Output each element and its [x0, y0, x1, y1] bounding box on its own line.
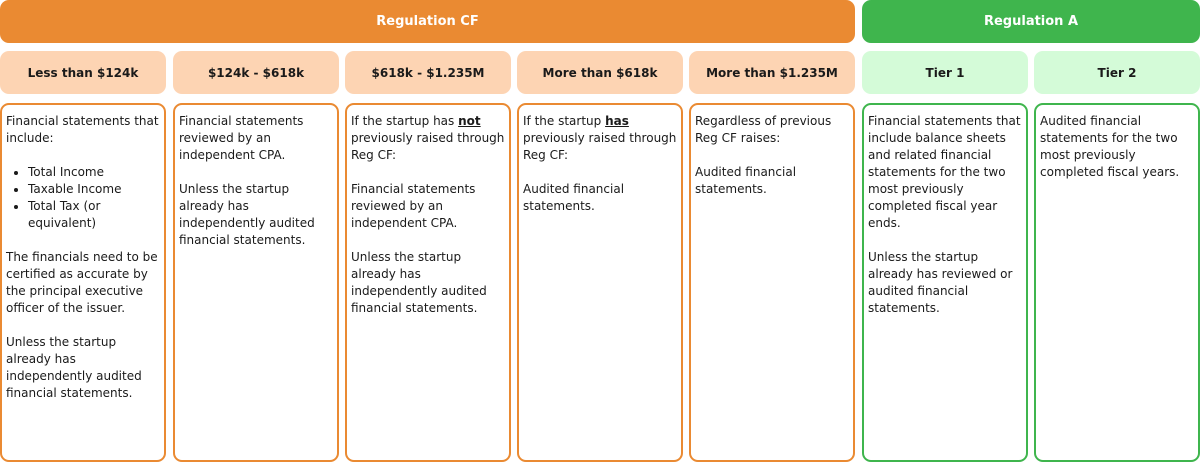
cell-paragraph: Unless the startup already has reviewed or audited financial statements.: [868, 250, 1013, 315]
emphasis-text: has: [605, 114, 629, 128]
cell-paragraph: Unless the startup already has independently audited financial statements.: [6, 335, 142, 400]
header-tier-1: [862, 51, 1028, 94]
cell-intro: Financial statements that include:: [6, 114, 159, 145]
header-label: Less than $124k: [27, 65, 139, 80]
regulation-cf-banner: [0, 0, 855, 43]
header-tier-2: [1034, 51, 1200, 94]
cell-tier-1: [862, 103, 1028, 462]
emphasis-text: not: [458, 114, 481, 128]
lead-text: If the startup: [523, 114, 606, 128]
cell-paragraph: Financial statements reviewed by an independent CPA.: [351, 182, 476, 230]
cell-paragraph: Financial statements that include balance sheets and related financial statements for the two most previously completed fiscal year ends.: [868, 114, 1021, 230]
regulation-a-banner: [862, 0, 1200, 43]
header-label: Tier 1: [925, 65, 965, 80]
cell-tier-2: [1034, 103, 1200, 462]
header-124k-618k: [173, 51, 339, 94]
cell-paragraph: Unless the startup already has independently audited financial statements.: [351, 250, 487, 315]
cell-paragraph: Audited financial statements.: [695, 165, 797, 196]
lead-text: previously raised through Reg CF:: [523, 131, 677, 162]
cell-lead: [351, 113, 505, 164]
cell-less-than-124k: [0, 103, 166, 462]
cell-more-than-618k: [517, 103, 683, 462]
header-618k-1235m: [345, 51, 511, 94]
list-item: • Total Income: [28, 164, 160, 181]
list-item: • Taxable Income: [28, 181, 160, 198]
header-label: Tier 2: [1097, 65, 1137, 80]
cell-124k-618k: [173, 103, 339, 462]
cell-more-than-1235m: [689, 103, 855, 462]
cell-paragraph: The financials need to be certified as accurate by the principal executive officer of the issuer.: [6, 250, 158, 315]
requirements-list: [6, 164, 160, 232]
lead-text: If the startup has: [351, 114, 459, 128]
cell-paragraph: Audited financial statements for the two most previously completed fiscal years.: [1040, 114, 1180, 179]
header-more-than-1235m: [689, 51, 855, 94]
regulation-a-title: Regulation A: [983, 14, 1079, 29]
list-item: • Total Tax (or equivalent): [28, 198, 160, 232]
header-more-than-618k: [517, 51, 683, 94]
lead-text: previously raised through Reg CF:: [351, 131, 505, 162]
cell-618k-1235m: [345, 103, 511, 462]
header-label: More than $618k: [542, 65, 658, 80]
cell-paragraph: Audited financial statements.: [523, 182, 625, 213]
cell-paragraph: Unless the startup already has independently audited financial statements.: [179, 182, 315, 247]
header-label: $618k - $1.235M: [371, 65, 485, 80]
header-label: More than $1.235M: [706, 65, 838, 80]
cell-paragraph: Regardless of previous Reg CF raises:: [695, 114, 832, 145]
header-less-than-124k: [0, 51, 166, 94]
header-label: $124k - $618k: [207, 65, 305, 80]
regulation-cf-title: Regulation CF: [376, 14, 479, 29]
cell-lead: [523, 113, 677, 164]
cell-paragraph: Financial statements reviewed by an independent CPA.: [179, 114, 304, 162]
